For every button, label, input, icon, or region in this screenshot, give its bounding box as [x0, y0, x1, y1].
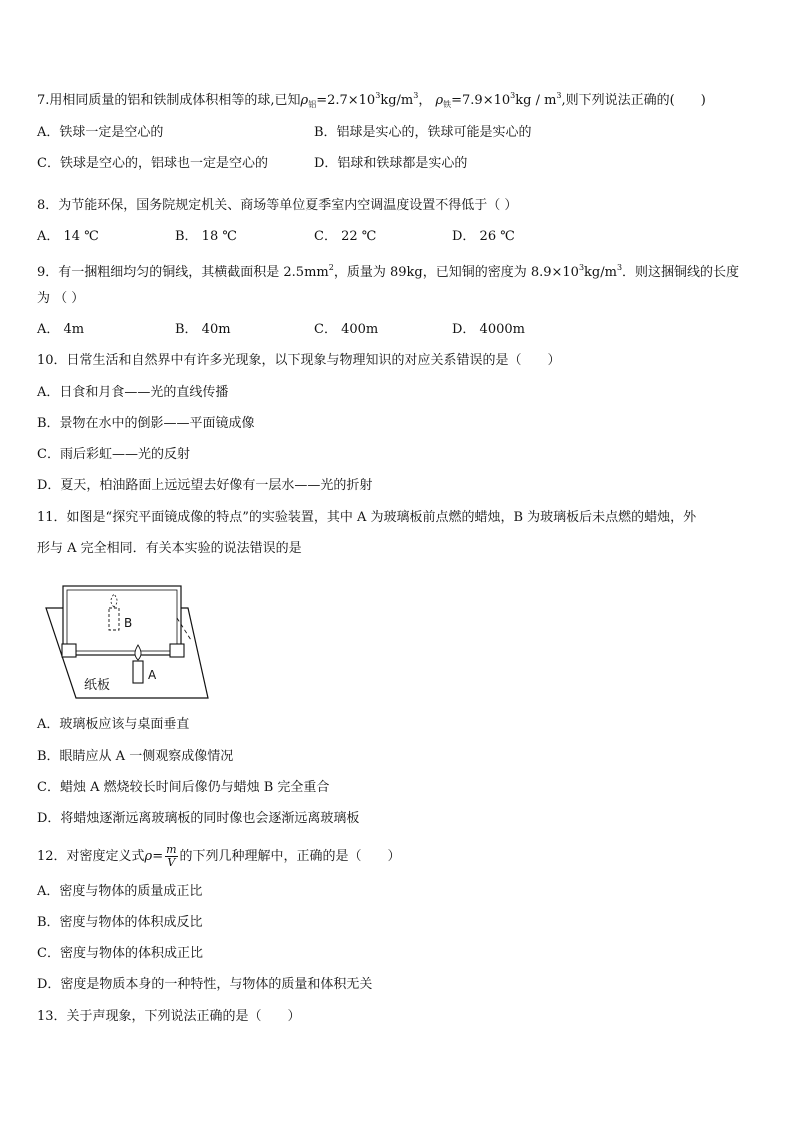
q9-option-b[interactable]: B． 40m	[175, 322, 231, 337]
q12-stem: 12．对密度定义式ρ= $\frac{m}{V}$ 的下列几种理解中，正确的是（ ）	[37, 843, 401, 869]
q9-option-c[interactable]: C． 400m	[314, 322, 379, 337]
q8-option-c[interactable]: C． 22 ℃	[314, 229, 377, 244]
q10-stem: 10．日常生活和自然界中有许多光现象，以下现象与物理知识的对应关系错误的是（ ）	[37, 353, 561, 368]
label-b: B	[124, 616, 133, 630]
q8-option-a[interactable]: A． 14 ℃	[37, 229, 99, 244]
q12-option-b[interactable]: B．密度与物体的体积成反比	[37, 915, 203, 930]
q7-option-d[interactable]: D．铝球和铁球都是实心的	[314, 156, 468, 171]
q10-option-d[interactable]: D．夏天，柏油路面上远远望去好像有一层水——光的折射	[37, 478, 373, 493]
q10-option-b[interactable]: B．景物在水中的倒影——平面镜成像	[37, 416, 255, 431]
q11-option-c[interactable]: C．蜡烛 A 燃烧较长时间后像仍与蜡烛 B 完全重合	[37, 780, 330, 795]
glass-stand-right	[170, 644, 184, 657]
q11-stem-line2: 形与 A 完全相同．有关本实验的说法错误的是	[37, 541, 302, 556]
q7-stem: 7.用相同质量的铝和铁制成体积相等的球,已知$\rho_铝=2.7\times 10^3kg/m^3$， $\rho_铁=7.9\times 10^3kg / m^3$,则下列说法正确的( )	[37, 91, 706, 109]
density-fraction: $\frac{m}{V}$	[166, 843, 177, 869]
q11-option-a[interactable]: A．玻璃板应该与桌面垂直	[37, 717, 190, 732]
q8-option-d[interactable]: D． 26 ℃	[452, 229, 515, 244]
q7-option-c[interactable]: C．铁球是空心的，铝球也一定是空心的	[37, 156, 268, 171]
q10-option-a[interactable]: A．日食和月食——光的直线传播	[37, 385, 229, 400]
q8-option-b[interactable]: B． 18 ℃	[175, 229, 237, 244]
q7-option-a[interactable]: A．铁球一定是空心的	[37, 125, 164, 140]
label-a: A	[148, 668, 157, 682]
q9-stem: 9．有一捆粗细均匀的铜线，其横截面积是 $2.5mm^2$，质量为 89kg，已知铜的密度为 $8.9\times 10^3kg/m^3$．则这捆铜线的长度	[37, 263, 740, 280]
q8-stem: 8．为节能环保，国务院规定机关、商场等单位夏季室内空调温度设置不得低于（ ）	[37, 198, 518, 213]
q12-option-a[interactable]: A．密度与物体的质量成正比	[37, 884, 203, 899]
q12-option-d[interactable]: D．密度是物质本身的一种特性，与物体的质量和体积无关	[37, 977, 373, 992]
q11-option-d[interactable]: D．将蜡烛逐渐远离玻璃板的同时像也会逐渐远离玻璃板	[37, 811, 360, 826]
q9-option-a[interactable]: A． 4m	[37, 322, 85, 337]
q13-stem: 13．关于声现象，下列说法正确的是（ ）	[37, 1009, 301, 1024]
glass-stand-left	[62, 644, 76, 657]
q9-option-d[interactable]: D． 4000m	[452, 322, 525, 337]
q10-option-c[interactable]: C．雨后彩虹——光的反射	[37, 447, 190, 462]
q12-option-c[interactable]: C．密度与物体的体积成正比	[37, 946, 203, 961]
q7-option-b[interactable]: B．铝球是实心的，铁球可能是实心的	[314, 125, 532, 140]
q11-stem: 11．如图是“探究平面镜成像的特点”的实验装置，其中 A 为玻璃板前点燃的蜡烛，B 为玻璃板后未点燃的蜡烛，外	[37, 510, 697, 525]
q11-option-b[interactable]: B．眼睛应从 A 一侧观察成像情况	[37, 749, 234, 764]
label-paper-board: 纸板	[84, 678, 111, 693]
candle-a	[133, 661, 143, 683]
q9-stem-line2: 为 （ ）	[37, 291, 85, 306]
plane-mirror-experiment-figure	[36, 578, 211, 700]
glass-plate	[63, 586, 181, 655]
